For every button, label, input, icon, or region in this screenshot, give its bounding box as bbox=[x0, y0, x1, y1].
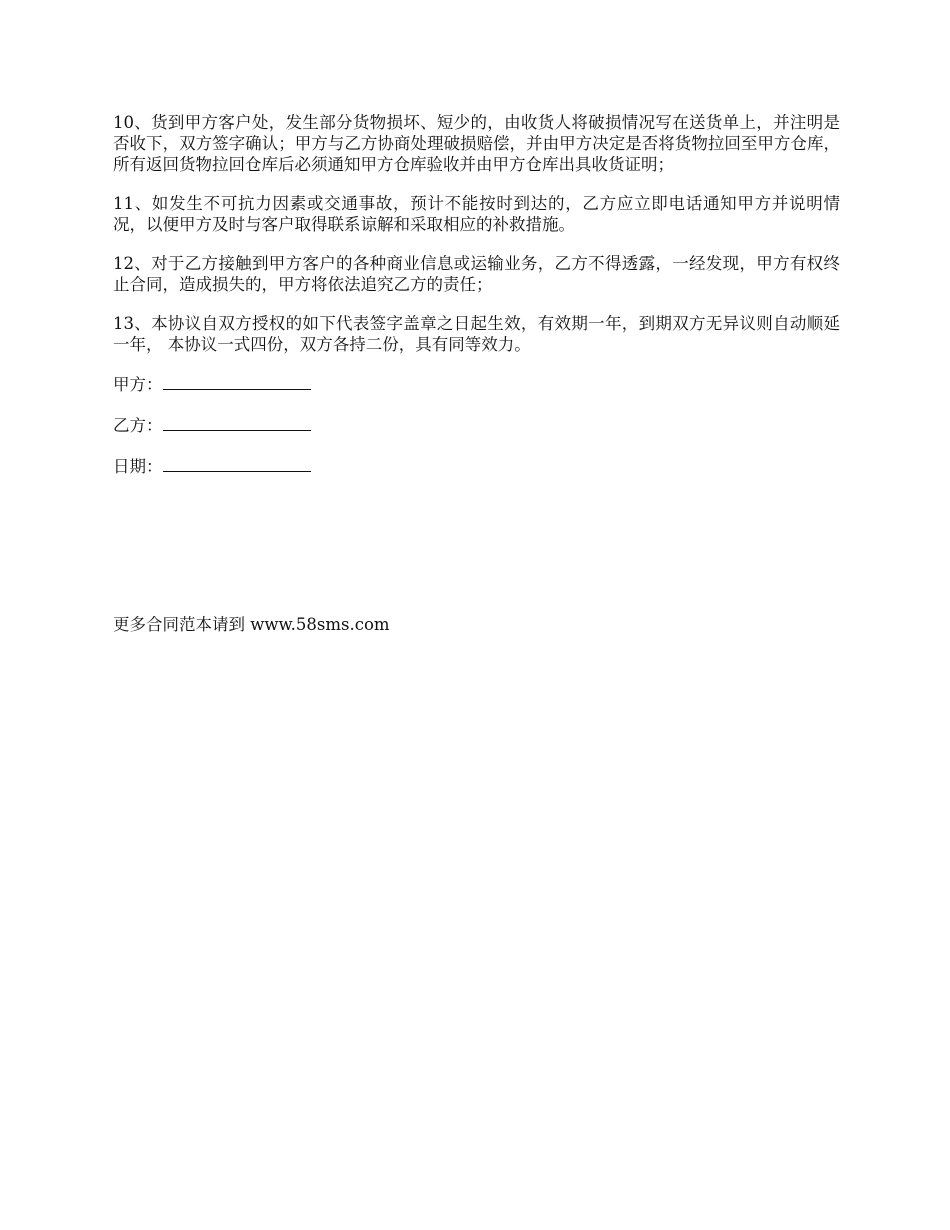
party-a-blank bbox=[163, 373, 311, 390]
clause-11: 11、如发生不可抗力因素或交通事故，预计不能按时到达的，乙方应立即电话通知甲方并说明情况，以便甲方及时与客户取得联系谅解和采取相应的补救措施。 bbox=[113, 194, 840, 234]
party-a-signature bbox=[113, 373, 840, 395]
clause-10: 10、货到甲方客户处，发生部分货物损坏、短少的，由收货人将破损情况写在送货单上，并注明是否收下，双方签字确认；甲方与乙方协商处理破损赔偿，并由甲方决定是否将货物拉回至甲方仓库，所有返回货物拉回仓库后必须通知甲方仓库验收并由甲方仓库出具收货证明； bbox=[113, 113, 840, 174]
document-body bbox=[113, 112, 840, 496]
footer-note: 更多合同范本请到 www.58sms.com bbox=[113, 615, 390, 634]
party-b-label: 乙方： bbox=[113, 416, 163, 435]
clause-13: 13、本协议自双方授权的如下代表签字盖章之日起生效，有效期一年，到期双方无异议则自动顺延一年， 本协议一式四份，双方各持二份，具有同等效力。 bbox=[113, 314, 840, 354]
party-b-signature bbox=[113, 414, 840, 436]
date-signature bbox=[113, 455, 840, 477]
party-a-label: 甲方： bbox=[113, 375, 163, 394]
clause-12: 12、对于乙方接触到甲方客户的各种商业信息或运输业务，乙方不得透露，一经发现，甲方有权终止合同，造成损失的，甲方将依法追究乙方的责任； bbox=[113, 254, 840, 294]
party-b-blank bbox=[163, 414, 311, 431]
date-blank bbox=[163, 455, 311, 472]
date-label: 日期： bbox=[113, 457, 163, 476]
